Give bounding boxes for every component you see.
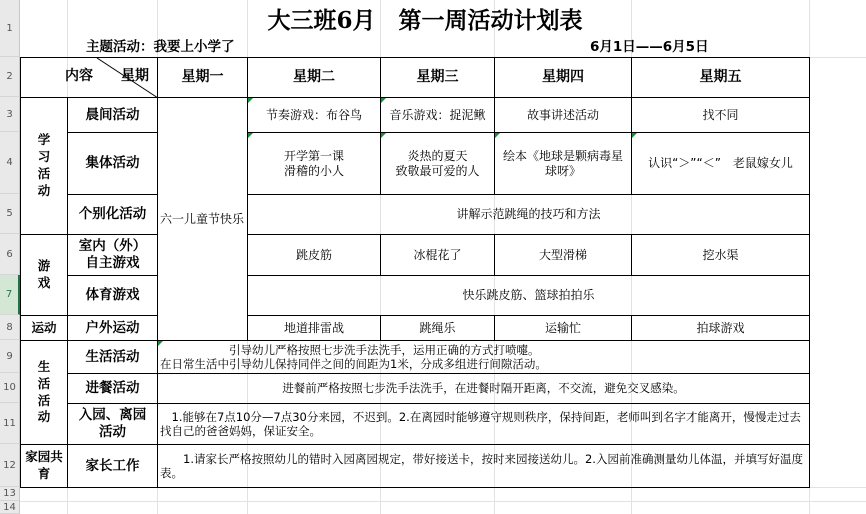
row-header-14[interactable]: 14 <box>0 501 20 514</box>
cell-outdoor-wed[interactable]: 跳绳乐 <box>380 315 495 341</box>
label-outdoor: 户外运动 <box>67 315 158 341</box>
cell-indicator <box>248 98 253 103</box>
header-content: 内容 <box>65 68 93 84</box>
category-game: 游戏 <box>20 234 68 316</box>
category-study: 学习活动 <box>20 97 68 235</box>
row-header-3[interactable]: 3 <box>0 97 20 132</box>
label-individual: 个别化活动 <box>67 194 158 235</box>
cell-group-fri[interactable]: 认识“＞”“＜” 老鼠嫁女儿 <box>631 132 810 195</box>
cell-arrival-text[interactable]: 1.能够在7点10分—7点30分来园，不迟到。2.在离园时能够遵守规则秩序，保持间距，老师叫到名字才能离开，慢慢走过去找自己的爸爸妈妈，保证安全。 <box>157 403 810 445</box>
cell-indicator <box>495 133 500 138</box>
row-header-7[interactable]: 7 <box>0 275 20 315</box>
sheet-title: 大三班6月 第一周活动计划表 <box>267 6 583 34</box>
cell-outdoor-fri[interactable]: 拍球游戏 <box>631 315 810 341</box>
label-arrival: 入园、离园 活动 <box>67 403 158 445</box>
row-header-13[interactable]: 13 <box>0 487 20 501</box>
label-pe: 体育游戏 <box>67 275 158 316</box>
row-header-2[interactable]: 2 <box>0 57 20 97</box>
header-weekday: 星期 <box>121 68 149 84</box>
row-header-11[interactable]: 11 <box>0 403 20 444</box>
category-life: 生活活动 <box>20 340 68 445</box>
cell-life-text[interactable]: 引导幼儿严格按照七步洗手法洗手，运用正确的方式打喷嚏。 在日常生活中引导幼儿保持同伴之间的间距为1米，分成多组进行间隙活动。 <box>157 340 810 374</box>
header-content-weekday <box>20 57 158 98</box>
cell-indoor-tue[interactable]: 跳皮筋 <box>247 234 381 276</box>
cell-group-thu[interactable]: 绘本《地球是颗病毒星球呀》 <box>494 132 632 195</box>
cell-indoor-wed[interactable]: 冰棍花了 <box>380 234 495 276</box>
cell-indicator <box>248 133 253 138</box>
category-sport: 运动 <box>20 315 68 341</box>
cell-morning-fri[interactable]: 找不同 <box>631 97 810 133</box>
cell-group-tue[interactable]: 开学第一课 滑稽的小人 <box>247 132 381 195</box>
sheet-grid[interactable] <box>20 0 866 514</box>
cell-meal-text[interactable]: 进餐前严格按照七步洗手法洗手，在进餐时隔开距离，不交流，避免交叉感染。 <box>157 373 810 404</box>
cell-family-text[interactable]: 1.请家长严格按照幼儿的错时入园离园规定，带好接送卡，按时来园接送幼儿。2.入园前准确测量幼儿体温，并填写好温度表。 <box>157 444 810 488</box>
cell-monday-holiday[interactable]: 六一儿童节快乐 <box>157 97 248 341</box>
header-thursday: 星期四 <box>494 57 632 98</box>
header-tuesday: 星期二 <box>247 57 381 98</box>
row-header-1[interactable]: 1 <box>0 0 20 57</box>
label-family: 家长工作 <box>67 444 158 488</box>
cell-indicator <box>158 341 163 346</box>
row-header-6[interactable]: 6 <box>0 234 20 275</box>
cell-morning-tue[interactable]: 节奏游戏：布谷鸟 <box>247 97 381 133</box>
category-family: 家园共育 <box>20 444 68 488</box>
cell-individual-all[interactable]: 讲解示范跳绳的技巧和方法 <box>247 194 810 235</box>
cell-indicator <box>632 133 637 138</box>
label-indoor: 室内（外） 自主游戏 <box>67 234 158 276</box>
header-friday: 星期五 <box>631 57 810 98</box>
label-life: 生活活动 <box>67 340 158 374</box>
cell-indicator <box>381 133 386 138</box>
cell-outdoor-thu[interactable]: 运输忙 <box>494 315 632 341</box>
cell-pe-all[interactable]: 快乐跳皮筋、篮球拍拍乐 <box>247 275 810 316</box>
label-group: 集体活动 <box>67 132 158 195</box>
row-header-9[interactable]: 9 <box>0 340 20 373</box>
cell-morning-thu[interactable]: 故事讲述活动 <box>494 97 632 133</box>
row-header-12[interactable]: 12 <box>0 444 20 487</box>
header-wednesday: 星期三 <box>380 57 495 98</box>
row-header-10[interactable]: 10 <box>0 373 20 403</box>
date-range: 6月1日——6月5日 <box>590 39 709 56</box>
row-header-5[interactable]: 5 <box>0 194 20 234</box>
label-meal: 进餐活动 <box>67 373 158 404</box>
cell-group-wed[interactable]: 炎热的夏天 致敬最可爱的人 <box>380 132 495 195</box>
cell-outdoor-tue[interactable]: 地道排雷战 <box>247 315 381 341</box>
cell-indoor-fri[interactable]: 挖水渠 <box>631 234 810 276</box>
cell-morning-wed[interactable]: 音乐游戏：捉泥鳅 <box>380 97 495 133</box>
theme-activity: 主题活动：我要上小学了 <box>86 39 235 56</box>
row-header-4[interactable]: 4 <box>0 132 20 194</box>
cell-indoor-thu[interactable]: 大型滑梯 <box>494 234 632 276</box>
label-morning: 晨间活动 <box>67 97 158 133</box>
cell-indicator <box>381 98 386 103</box>
header-monday: 星期一 <box>157 57 248 98</box>
row-header-8[interactable]: 8 <box>0 315 20 340</box>
